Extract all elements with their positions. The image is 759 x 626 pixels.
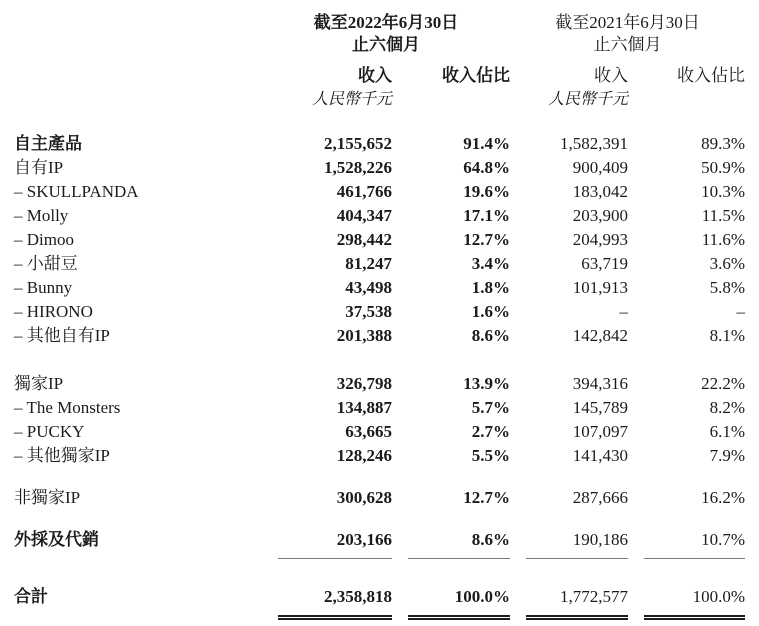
row-label: 合計 — [14, 587, 48, 606]
revenue-2022-cell: 201,388 — [336, 326, 392, 345]
share-2021-cell: 10.7% — [628, 528, 745, 559]
revenue-2021-cell: 141,430 — [572, 446, 628, 465]
unit-2022-cell: 人民幣千元 — [311, 91, 392, 108]
share-2021-cell: 100.0% — [628, 585, 745, 620]
revenue-breakdown-table — [14, 12, 745, 620]
section-spacer — [14, 348, 745, 372]
share-2022-cell: 13.9% — [463, 374, 510, 393]
revenue-2021-cell: 394,316 — [572, 374, 628, 393]
table-row — [14, 585, 745, 620]
table-row — [14, 396, 745, 420]
share-2022-cell: 2.7% — [471, 422, 510, 441]
share-2022-cell: 100.0% — [392, 585, 510, 620]
share-2021-cell: 89.3% — [701, 134, 745, 153]
table-row — [14, 180, 745, 204]
revenue-2022-cell: 2,358,818 — [262, 585, 392, 620]
row-label: – Bunny — [14, 278, 73, 297]
header-gap — [14, 112, 745, 132]
row-label: 自有IP — [14, 158, 64, 177]
revenue-2021-cell: 203,900 — [572, 206, 628, 225]
table-row — [14, 300, 745, 324]
revenue-2022-cell: 1,528,226 — [324, 158, 392, 177]
row-label: – Dimoo — [14, 230, 74, 249]
revenue-2022-cell: 43,498 — [345, 278, 392, 297]
revenue-2022-cell: 37,538 — [345, 302, 392, 321]
period-2022-line2: 止六個月 — [352, 35, 420, 54]
revenue-2022-header: 收入 — [358, 66, 392, 85]
share-2022-cell: 64.8% — [463, 158, 510, 177]
revenue-2021-cell: – — [619, 302, 628, 321]
share-2021-cell: 22.2% — [701, 374, 745, 393]
revenue-2021-header: 收入 — [594, 66, 628, 85]
share-2022-cell: 19.6% — [463, 182, 510, 201]
share-2021-cell: 16.2% — [701, 488, 745, 507]
row-label: – SKULLPANDA — [14, 182, 139, 201]
period-2022-line1: 截至2022年6月30日 — [313, 13, 459, 32]
table-row — [14, 324, 745, 348]
row-label: 自主產品 — [14, 134, 82, 153]
revenue-2021-cell: 145,789 — [572, 398, 628, 417]
table-row — [14, 372, 745, 396]
revenue-2021-cell: 107,097 — [572, 422, 628, 441]
share-2021-cell: 5.8% — [709, 278, 745, 297]
share-2021-cell: 8.2% — [709, 398, 745, 417]
table-row — [14, 204, 745, 228]
share-2021-cell: 7.9% — [709, 446, 745, 465]
revenue-2021-cell: 900,409 — [572, 158, 628, 177]
row-label: – 其他自有IP — [14, 326, 110, 345]
revenue-2022-cell: 63,665 — [345, 422, 392, 441]
share-2021-cell: 3.6% — [709, 254, 745, 273]
row-label: – 其他獨家IP — [14, 446, 110, 465]
share-2022-header: 收入佔比 — [442, 66, 510, 85]
row-label: – HIRONO — [14, 302, 93, 321]
row-label: – 小甜豆 — [14, 254, 78, 273]
revenue-2021-cell: 101,913 — [572, 278, 628, 297]
table-row — [14, 252, 745, 276]
share-2022-cell: 5.7% — [471, 398, 510, 417]
share-2022-cell: 1.6% — [471, 302, 510, 321]
share-2022-cell: 1.8% — [471, 278, 510, 297]
table-row — [14, 276, 745, 300]
revenue-2022-cell: 461,766 — [336, 182, 392, 201]
share-2021-header: 收入佔比 — [677, 66, 745, 85]
share-2021-cell: – — [736, 302, 745, 321]
row-label: 非獨家IP — [14, 488, 81, 507]
section-spacer — [14, 510, 745, 528]
table-row — [14, 444, 745, 468]
revenue-2021-cell: 63,719 — [581, 254, 628, 273]
revenue-2022-cell: 298,442 — [336, 230, 392, 249]
unit-row — [14, 88, 745, 112]
share-2022-cell: 91.4% — [463, 134, 510, 153]
share-2022-cell: 12.7% — [463, 488, 510, 507]
period-header-2021 — [510, 12, 745, 62]
table-row — [14, 132, 745, 156]
revenue-2022-cell: 404,347 — [336, 206, 392, 225]
share-2021-cell: 11.6% — [701, 230, 745, 249]
table-row — [14, 528, 745, 559]
revenue-2022-cell: 326,798 — [336, 374, 392, 393]
period-header-row — [14, 12, 745, 62]
revenue-2022-cell: 300,628 — [336, 488, 392, 507]
section-spacer — [14, 468, 745, 486]
row-label: – Molly — [14, 206, 69, 225]
row-label: 外採及代銷 — [14, 530, 99, 549]
row-label: – PUCKY — [14, 422, 85, 441]
column-header-row — [14, 62, 745, 88]
share-2022-cell: 12.7% — [463, 230, 510, 249]
period-header-2022 — [262, 12, 510, 62]
revenue-2021-cell: 142,842 — [572, 326, 628, 345]
share-2021-cell: 6.1% — [709, 422, 745, 441]
unit-2021-cell: 人民幣千元 — [547, 91, 628, 108]
share-2022-cell: 8.6% — [392, 528, 510, 559]
table-row — [14, 420, 745, 444]
share-2022-cell: 3.4% — [471, 254, 510, 273]
table-row — [14, 156, 745, 180]
table-row — [14, 486, 745, 510]
section-spacer — [14, 559, 745, 585]
share-2021-cell: 11.5% — [701, 206, 745, 225]
revenue-2021-cell: 190,186 — [510, 528, 628, 559]
period-2021-line1: 截至2021年6月30日 — [555, 13, 700, 32]
revenue-2022-cell: 128,246 — [336, 446, 392, 465]
share-2022-cell: 8.6% — [471, 326, 510, 345]
revenue-2021-cell: 183,042 — [572, 182, 628, 201]
empty-corner-cell — [14, 12, 262, 62]
share-2022-cell: 5.5% — [471, 446, 510, 465]
revenue-2021-cell: 287,666 — [572, 488, 628, 507]
revenue-2021-cell: 1,582,391 — [560, 134, 628, 153]
row-label: – The Monsters — [14, 398, 121, 417]
period-2021-line2: 止六個月 — [593, 35, 662, 54]
revenue-2022-cell: 134,887 — [336, 398, 392, 417]
share-2021-cell: 10.3% — [701, 182, 745, 201]
share-2021-cell: 8.1% — [709, 326, 745, 345]
row-label: 獨家IP — [14, 374, 64, 393]
share-2022-cell: 17.1% — [463, 206, 510, 225]
revenue-2021-cell: 1,772,577 — [510, 585, 628, 620]
share-2021-cell: 50.9% — [701, 158, 745, 177]
revenue-2022-cell: 203,166 — [262, 528, 392, 559]
revenue-2021-cell: 204,993 — [572, 230, 628, 249]
table-row — [14, 228, 745, 252]
revenue-2022-cell: 81,247 — [345, 254, 392, 273]
revenue-2022-cell: 2,155,652 — [324, 134, 392, 153]
